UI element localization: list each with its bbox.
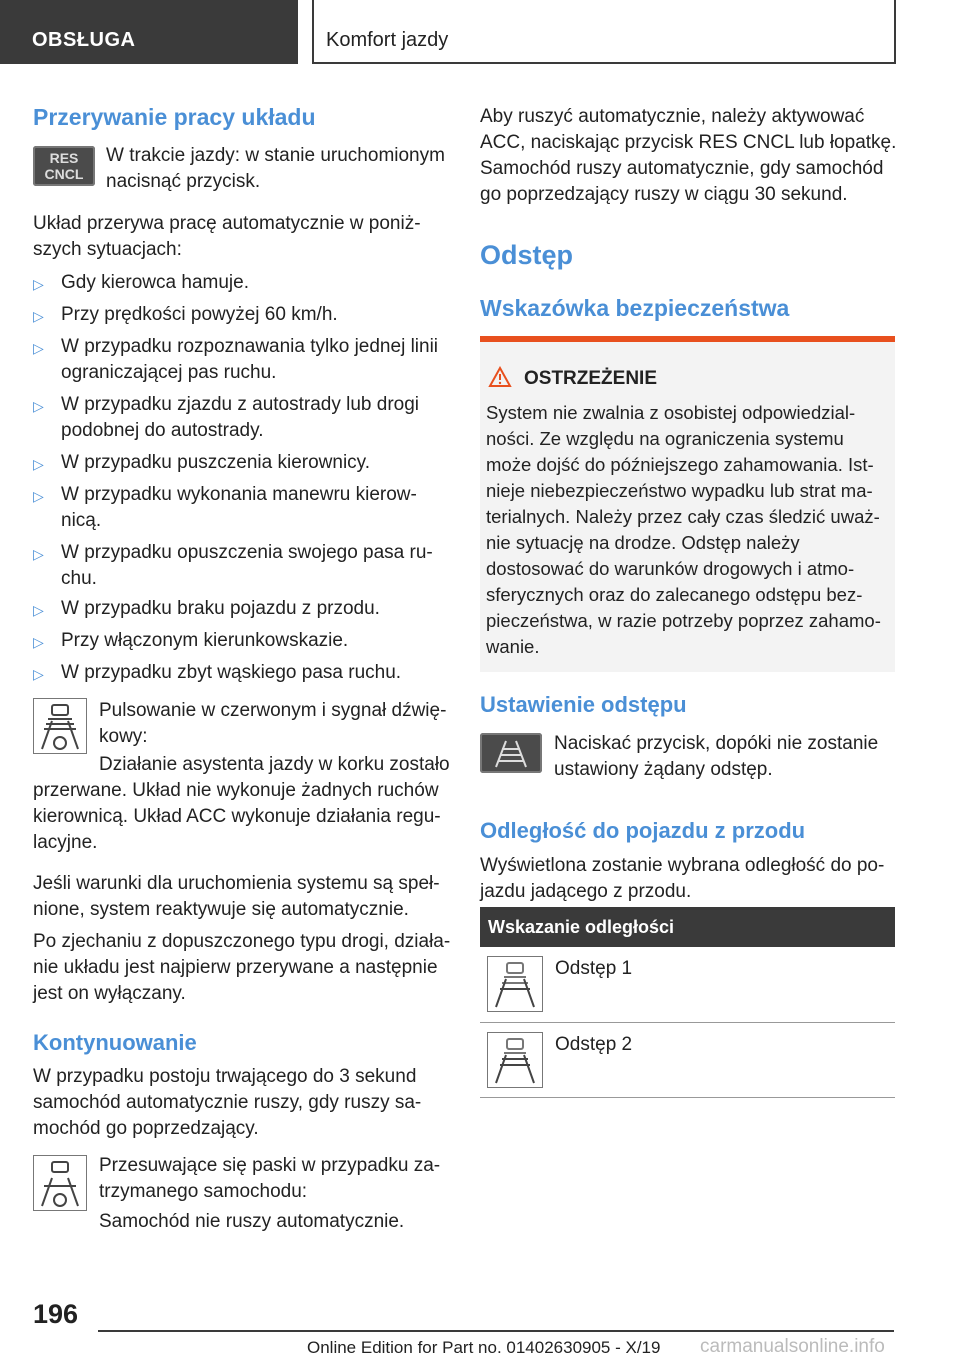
warning-line: wanie. [486, 636, 540, 657]
text: Jeśli warunki dla uruchomienia systemu są speł- [33, 873, 440, 894]
page-number: 196 [33, 1299, 79, 1329]
bullet-triangle-icon: ▷ [33, 340, 44, 356]
text: trzymanego samochodu: [99, 1181, 308, 1202]
bullet-triangle-icon: ▷ [33, 602, 44, 618]
text: nione, system reaktywuje się automatycznie. [33, 899, 409, 920]
warning-line: sferycznych oraz do zalecanego odstępu bez- [486, 584, 863, 605]
bullet-triangle-icon: ▷ [33, 456, 44, 472]
text: lacyjne. [33, 832, 98, 853]
traffic-jam-assistant-icon [33, 698, 87, 754]
text: jazdu jadącego z przodu. [480, 881, 692, 902]
table-row: Odstęp 2 [555, 1034, 633, 1055]
warning-line: nie sytuację na drodze. Odstęp należy [486, 532, 800, 553]
list-item: Gdy kierowca hamuje. [61, 272, 249, 293]
heading-safety: Wskazówka bezpieczeństwa [480, 295, 790, 321]
list-item: nicą. [61, 510, 102, 531]
warning-triangle-icon [488, 366, 512, 388]
text: Wyświetlona zostanie wybrana odległość do po- [480, 855, 885, 876]
heading-distance: Odstęp [480, 240, 574, 270]
distance-1-icon [487, 956, 543, 1012]
list-item: W przypadku puszczenia kierownicy. [61, 452, 371, 473]
text: Samochód nie ruszy automatycznie. [99, 1211, 405, 1232]
warning-line: System nie zwalnia z osobistej odpowiedzial- [486, 402, 856, 423]
text: Układ przerywa pracę automatycznie w poniż- [33, 213, 421, 234]
bullet-triangle-icon: ▷ [33, 546, 44, 562]
list-item: W przypadku rozpoznawania tylko jednej linii [61, 336, 439, 357]
text: samochód automatycznie ruszy, gdy ruszy sa- [33, 1092, 422, 1113]
table-header [480, 907, 895, 947]
text: Aby ruszyć automatycznie, należy aktywować [480, 106, 865, 127]
distance-2-icon [487, 1032, 543, 1088]
text: przerwane. Układ nie wykonuje żadnych ruchów [33, 780, 439, 801]
text: Pulsowanie w czerwonym i sygnał dźwię- [99, 700, 447, 721]
bullet-triangle-icon: ▷ [33, 634, 44, 650]
warning-line: dostosować do warunków drogowych i atmo- [486, 558, 855, 579]
warning-line: terialnych. Należy przez cały czas śledzić uważ- [486, 506, 880, 527]
bullet-triangle-icon: ▷ [33, 276, 44, 292]
cncl-label: CNCL [44, 166, 84, 182]
table-header-label: Wskazanie odległości [488, 917, 675, 937]
list-item: W przypadku braku pojazdu z przodu. [61, 598, 380, 619]
text: W trakcie jazdy: w stanie uruchomionym [106, 145, 445, 166]
heading-setting: Ustawienie odstępu [480, 692, 687, 717]
bullet-triangle-icon: ▷ [33, 488, 44, 504]
row-divider [480, 1097, 895, 1098]
watermark: carmanualsonline.info [700, 1336, 885, 1357]
text: Działanie asystenta jazdy w korku zostało [99, 754, 450, 775]
warning-box [480, 336, 895, 672]
text: nacisnąć przycisk. [106, 171, 261, 192]
text: mochód go poprzedzający. [33, 1118, 259, 1139]
warning-line: pieczeństwa, w razie potrzeby poprzez zahamo- [486, 610, 881, 631]
bullet-triangle-icon: ▷ [33, 398, 44, 414]
table-row: Odstęp 1 [555, 958, 633, 979]
text: Naciskać przycisk, dopóki nie zostanie [554, 733, 879, 754]
list-item: W przypadku wykonania manewru kierow- [61, 484, 417, 505]
row-divider [480, 1022, 895, 1023]
list-item: chu. [61, 568, 97, 589]
distance-button-icon [480, 733, 542, 773]
heading-continue: Kontynuowanie [33, 1030, 197, 1055]
warning-title: OSTRZEŻENIE [524, 368, 658, 389]
list-item: W przypadku zjazdu z autostrady lub drogi [61, 394, 420, 415]
warning-line: ności. Ze względu na ograniczenia systemu [486, 428, 844, 449]
bullet-triangle-icon: ▷ [33, 666, 44, 682]
text: Po zjechaniu z dopuszczonego typu drogi, działa- [33, 931, 451, 952]
list-item: W przypadku zbyt wąskiego pasa ruchu. [61, 662, 402, 683]
text: go poprzedzający ruszy w ciągu 30 sekund. [480, 184, 848, 205]
traffic-jam-assistant-icon [33, 1155, 87, 1211]
res-label: RES [49, 150, 79, 166]
text: W przypadku postoju trwającego do 3 sekund [33, 1066, 417, 1087]
text: ustawiony żądany odstęp. [554, 759, 773, 780]
warning-line: może dojść do późniejszego zahamowania. Ist- [486, 454, 874, 475]
text: szych sytuacjach: [33, 239, 182, 260]
footer-rule [98, 1330, 894, 1332]
list-item: Przy prędkości powyżej 60 km/h. [61, 304, 338, 325]
list-item: W przypadku opuszczenia swojego pasa ru- [61, 542, 433, 563]
list-item: Przy włączonym kierunkowskazie. [61, 630, 349, 651]
heading-gap: Odległość do pojazdu z przodu [480, 818, 806, 843]
warning-line: nieje niebezpieczeństwo wypadku lub strat ma- [486, 480, 873, 501]
res-cncl-button-icon [33, 146, 95, 186]
text: Przesuwające się paski w przypadku za- [99, 1155, 441, 1176]
section-tab [0, 0, 298, 64]
chapter-tab [312, 0, 896, 64]
chapter-title: Komfort jazdy [326, 29, 449, 51]
list-item: podobnej do autostrady. [61, 420, 264, 441]
text: ACC, naciskając przycisk RES CNCL lub łopatkę. [480, 132, 897, 153]
text: kierownicą. Układ ACC wykonuje działania regu- [33, 806, 441, 827]
bullet-triangle-icon: ▷ [33, 308, 44, 324]
section-title: OBSŁUGA [32, 29, 136, 51]
list-item: ograniczającej pas ruchu. [61, 362, 277, 383]
edition-note: Online Edition for Part no. 01402630905 - X/19 [307, 1338, 661, 1357]
text: nie układu jest najpierw przerywane a następnie [33, 957, 438, 978]
text: jest on wyłączany. [33, 983, 186, 1004]
heading-interrupt: Przerywanie pracy układu [33, 104, 316, 130]
text: kowy: [99, 726, 148, 747]
text: Samochód ruszy automatycznie, gdy samochód [480, 158, 884, 179]
